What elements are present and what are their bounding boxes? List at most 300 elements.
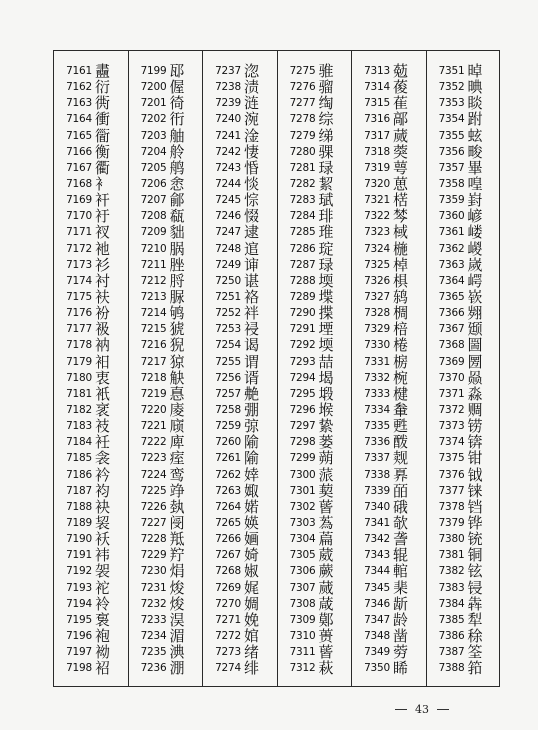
hanzi-character: 堠 bbox=[318, 401, 334, 420]
hanzi-character: 酦 bbox=[393, 433, 409, 452]
character-code: 7381 bbox=[438, 549, 465, 562]
character-code: 7384 bbox=[438, 597, 465, 610]
table-row bbox=[352, 208, 426, 224]
hanzi-character: 舳 bbox=[169, 126, 185, 145]
character-code: 7179 bbox=[66, 355, 92, 368]
character-code: 7350 bbox=[364, 662, 390, 675]
character-code: 7222 bbox=[140, 436, 167, 449]
hanzi-character: 鄃 bbox=[169, 191, 185, 210]
character-code: 7371 bbox=[438, 387, 465, 400]
hanzi-character: 蒴 bbox=[318, 449, 334, 468]
table-row bbox=[427, 289, 500, 305]
character-code: 7347 bbox=[364, 613, 390, 626]
character-code: 7206 bbox=[140, 178, 167, 191]
hanzi-character: 衤 bbox=[95, 175, 111, 194]
hanzi-character: 葴 bbox=[318, 594, 334, 613]
character-code: 7260 bbox=[215, 436, 241, 449]
table-row bbox=[129, 434, 203, 450]
table-row bbox=[427, 305, 500, 321]
hanzi-character: 庼 bbox=[169, 417, 185, 436]
hanzi-character: 楗 bbox=[393, 384, 409, 403]
character-code: 7380 bbox=[438, 533, 465, 546]
table-row bbox=[352, 450, 426, 466]
character-code: 7268 bbox=[215, 565, 241, 578]
table-row bbox=[427, 63, 500, 79]
character-code: 7257 bbox=[215, 387, 241, 400]
character-code: 7345 bbox=[364, 581, 390, 594]
hanzi-character: 涟 bbox=[244, 94, 260, 113]
character-code: 7364 bbox=[438, 274, 465, 287]
hanzi-character: 椇 bbox=[393, 271, 409, 290]
table-column bbox=[351, 51, 426, 686]
table-row bbox=[352, 386, 426, 402]
hanzi-character: 钺 bbox=[467, 465, 483, 484]
hanzi-character: 庱 bbox=[169, 401, 185, 420]
hanzi-character: 椸 bbox=[393, 239, 409, 258]
table-row bbox=[54, 224, 128, 240]
hanzi-character: 萑 bbox=[393, 94, 409, 113]
hanzi-character: 萹 bbox=[318, 530, 334, 549]
table-row bbox=[352, 305, 426, 321]
character-code: 7189 bbox=[66, 517, 92, 529]
table-row bbox=[54, 531, 128, 547]
hanzi-character: 睎 bbox=[393, 659, 409, 678]
table-row bbox=[54, 289, 128, 305]
table-row bbox=[203, 257, 277, 273]
table-row bbox=[427, 499, 500, 515]
character-code: 7316 bbox=[364, 113, 390, 126]
table-row bbox=[352, 596, 426, 612]
table-row bbox=[427, 95, 500, 111]
character-code: 7164 bbox=[66, 113, 92, 126]
character-code: 7365 bbox=[438, 291, 465, 304]
character-code: 7334 bbox=[364, 404, 390, 417]
character-code: 7235 bbox=[140, 646, 167, 659]
character-code: 7171 bbox=[66, 226, 92, 239]
table-row bbox=[278, 660, 352, 676]
hanzi-character: 棐 bbox=[393, 578, 409, 597]
table-row bbox=[427, 144, 500, 160]
character-code: 7356 bbox=[438, 145, 465, 158]
hanzi-character: 蒍 bbox=[318, 514, 334, 532]
hanzi-character: 淟 bbox=[169, 643, 185, 662]
table-row bbox=[352, 418, 426, 434]
table-row bbox=[203, 241, 277, 257]
table-row bbox=[278, 499, 352, 515]
hanzi-character: 婠 bbox=[244, 626, 260, 645]
hanzi-character: 鸼 bbox=[169, 158, 185, 177]
table-row bbox=[352, 547, 426, 563]
hanzi-character: 悽 bbox=[244, 142, 260, 161]
table-row bbox=[427, 337, 500, 353]
table-column bbox=[277, 51, 352, 686]
character-code: 7251 bbox=[215, 291, 241, 304]
character-code: 7297 bbox=[289, 420, 316, 433]
character-code: 7383 bbox=[438, 581, 465, 594]
table-column bbox=[426, 51, 501, 686]
character-code: 7176 bbox=[66, 307, 92, 320]
table-row bbox=[129, 321, 203, 337]
character-code: 7387 bbox=[438, 646, 465, 659]
hanzi-character: 绯 bbox=[244, 659, 260, 678]
table-row bbox=[427, 612, 500, 628]
character-code: 7341 bbox=[364, 517, 390, 529]
character-code: 7323 bbox=[364, 226, 390, 239]
hanzi-character: 焌 bbox=[169, 578, 185, 597]
character-code: 7265 bbox=[215, 517, 241, 529]
table-column bbox=[53, 51, 128, 686]
hanzi-character: 铧 bbox=[467, 514, 483, 532]
character-code: 7219 bbox=[140, 387, 167, 400]
table-row bbox=[54, 63, 128, 79]
character-code: 7220 bbox=[140, 404, 167, 417]
character-code: 7338 bbox=[364, 468, 390, 481]
character-code: 7288 bbox=[289, 274, 316, 287]
table-row bbox=[278, 547, 352, 563]
hanzi-character: 谉 bbox=[244, 255, 260, 274]
table-row bbox=[427, 354, 500, 370]
hanzi-character: 舲 bbox=[169, 142, 185, 161]
table-row bbox=[129, 241, 203, 257]
table-row bbox=[427, 224, 500, 240]
character-code: 7193 bbox=[66, 581, 92, 594]
hanzi-character: 畯 bbox=[467, 142, 483, 161]
table-row bbox=[54, 612, 128, 628]
character-code: 7304 bbox=[289, 533, 316, 546]
table-row bbox=[427, 644, 500, 660]
table-row bbox=[203, 596, 277, 612]
table-row bbox=[54, 434, 128, 450]
hanzi-character: 衦 bbox=[95, 191, 111, 210]
table-row bbox=[352, 354, 426, 370]
hanzi-character: 铜 bbox=[467, 546, 483, 565]
table-row bbox=[54, 160, 128, 176]
table-row bbox=[278, 628, 352, 644]
character-code: 7209 bbox=[140, 226, 167, 239]
table-row bbox=[427, 563, 500, 579]
table-row bbox=[427, 515, 500, 531]
character-code: 7205 bbox=[140, 161, 167, 174]
table-row bbox=[203, 208, 277, 224]
table-row bbox=[352, 224, 426, 240]
character-code: 7307 bbox=[289, 581, 316, 594]
table-row bbox=[278, 257, 352, 273]
hanzi-character: 袑 bbox=[95, 659, 111, 678]
table-row bbox=[278, 402, 352, 418]
character-code: 7264 bbox=[215, 500, 241, 513]
character-code: 7320 bbox=[364, 178, 390, 191]
folio-left-dash bbox=[395, 709, 407, 710]
hanzi-character: 弶 bbox=[244, 417, 260, 436]
character-code: 7200 bbox=[140, 81, 167, 94]
hanzi-character: 崿 bbox=[467, 271, 483, 290]
character-code: 7300 bbox=[289, 468, 316, 481]
table-row bbox=[427, 128, 500, 144]
character-code: 7181 bbox=[66, 387, 92, 400]
character-code: 7369 bbox=[438, 355, 465, 368]
table-row bbox=[54, 402, 128, 418]
table-row bbox=[427, 580, 500, 596]
character-code: 7210 bbox=[140, 242, 167, 255]
table-row bbox=[352, 483, 426, 499]
character-code: 7172 bbox=[66, 242, 92, 255]
folio-right-dash bbox=[437, 709, 449, 710]
hanzi-character: 袢 bbox=[244, 304, 260, 323]
hanzi-character: 猊 bbox=[169, 336, 185, 355]
table-row bbox=[54, 580, 128, 596]
table-row bbox=[203, 79, 277, 95]
table-row bbox=[203, 644, 277, 660]
hanzi-character: 衱 bbox=[95, 320, 111, 339]
table-row bbox=[203, 95, 277, 111]
table-row bbox=[54, 208, 128, 224]
character-code: 7252 bbox=[215, 307, 241, 320]
page-number: 43 bbox=[415, 703, 429, 716]
character-code: 7191 bbox=[66, 549, 92, 562]
hanzi-character: 棫 bbox=[393, 223, 409, 242]
hanzi-character: 徛 bbox=[169, 94, 185, 113]
character-code: 7315 bbox=[364, 97, 390, 110]
table-row bbox=[203, 515, 277, 531]
table-row bbox=[352, 257, 426, 273]
hanzi-character: 袎 bbox=[95, 643, 111, 662]
table-row bbox=[203, 111, 277, 127]
character-code: 7263 bbox=[215, 484, 241, 497]
table-row bbox=[278, 418, 352, 434]
hanzi-character: 隃 bbox=[244, 449, 260, 468]
hanzi-character: 晫 bbox=[467, 62, 483, 81]
character-code: 7296 bbox=[289, 404, 316, 417]
table-row bbox=[278, 386, 352, 402]
table-row bbox=[427, 257, 500, 273]
table-row bbox=[278, 79, 352, 95]
character-code: 7352 bbox=[438, 81, 465, 94]
character-code: 7319 bbox=[364, 161, 390, 174]
hanzi-character: 琭 bbox=[318, 255, 334, 274]
hanzi-character: 羜 bbox=[169, 546, 185, 565]
hanzi-character: 绨 bbox=[318, 126, 334, 145]
hanzi-character: 衭 bbox=[95, 288, 111, 307]
character-code: 7314 bbox=[364, 81, 390, 94]
character-code: 7161 bbox=[66, 65, 92, 78]
character-code: 7167 bbox=[66, 161, 92, 174]
hanzi-character: 觌 bbox=[393, 449, 409, 468]
hanzi-character: 婼 bbox=[244, 497, 260, 516]
character-code: 7321 bbox=[364, 194, 390, 207]
hanzi-character: 袀 bbox=[95, 481, 111, 500]
character-code: 7363 bbox=[438, 258, 465, 271]
character-code: 7326 bbox=[364, 274, 390, 287]
character-code: 7331 bbox=[364, 355, 390, 368]
table-row bbox=[278, 224, 352, 240]
hanzi-character: 晪 bbox=[467, 78, 483, 97]
hanzi-character: 嵕 bbox=[467, 239, 483, 258]
character-code: 7340 bbox=[364, 500, 390, 513]
character-code: 7214 bbox=[140, 307, 167, 320]
character-code: 7370 bbox=[438, 371, 465, 384]
table-row bbox=[203, 628, 277, 644]
character-code: 7306 bbox=[289, 565, 316, 578]
table-column bbox=[128, 51, 203, 686]
character-code: 7278 bbox=[289, 113, 316, 126]
hanzi-character: 蒇 bbox=[393, 126, 409, 145]
character-code: 7310 bbox=[289, 629, 316, 642]
character-code: 7196 bbox=[66, 629, 92, 642]
hanzi-character: 袉 bbox=[95, 578, 111, 597]
character-code: 7279 bbox=[289, 129, 316, 142]
character-code: 7194 bbox=[66, 597, 92, 610]
hanzi-character: 琔 bbox=[318, 239, 334, 258]
table-row bbox=[203, 563, 277, 579]
table-row bbox=[129, 580, 203, 596]
character-code: 7247 bbox=[215, 226, 241, 239]
hanzi-character: 絷 bbox=[318, 417, 334, 436]
table-row bbox=[54, 321, 128, 337]
character-code: 7287 bbox=[289, 258, 316, 271]
hanzi-character: 琭 bbox=[318, 158, 334, 177]
table-row bbox=[203, 531, 277, 547]
table-row bbox=[54, 354, 128, 370]
hanzi-character: 楛 bbox=[393, 191, 409, 210]
character-code: 7254 bbox=[215, 339, 241, 352]
hanzi-character: 詟 bbox=[393, 530, 409, 549]
table-row bbox=[203, 305, 277, 321]
table-row bbox=[278, 192, 352, 208]
hanzi-character: 揲 bbox=[318, 304, 334, 323]
table-row bbox=[352, 402, 426, 418]
table-row bbox=[427, 402, 500, 418]
hanzi-character: 跗 bbox=[467, 110, 483, 129]
character-code: 7244 bbox=[215, 178, 241, 191]
table-row bbox=[427, 241, 500, 257]
hanzi-character: 庳 bbox=[169, 433, 185, 452]
hanzi-character: 皕 bbox=[393, 481, 409, 500]
character-code: 7204 bbox=[140, 145, 167, 158]
table-row bbox=[54, 596, 128, 612]
table-row bbox=[278, 176, 352, 192]
hanzi-character: 絜 bbox=[318, 175, 334, 194]
character-code: 7336 bbox=[364, 436, 390, 449]
table-row bbox=[54, 499, 128, 515]
hanzi-character: 衋 bbox=[95, 62, 111, 81]
table-row bbox=[54, 95, 128, 111]
hanzi-character: 睒 bbox=[467, 94, 483, 113]
hanzi-character: 萼 bbox=[393, 158, 409, 177]
character-code: 7168 bbox=[66, 178, 92, 191]
hanzi-character: 蒈 bbox=[318, 643, 334, 662]
table-row bbox=[129, 354, 203, 370]
table-row bbox=[352, 467, 426, 483]
character-code: 7231 bbox=[140, 581, 167, 594]
character-code: 7215 bbox=[140, 323, 167, 336]
table-row bbox=[352, 660, 426, 676]
hanzi-character: 淏 bbox=[169, 610, 185, 629]
table-row bbox=[278, 111, 352, 127]
table-row bbox=[203, 192, 277, 208]
hanzi-character: 阌 bbox=[169, 514, 185, 532]
character-code: 7372 bbox=[438, 404, 465, 417]
hanzi-character: 葂 bbox=[393, 62, 409, 81]
hanzi-character: 袄 bbox=[95, 530, 111, 549]
hanzi-character: 袆 bbox=[95, 546, 111, 565]
hanzi-character: 喤 bbox=[467, 175, 483, 194]
hanzi-character: 凿 bbox=[393, 626, 409, 645]
table-row bbox=[352, 580, 426, 596]
hanzi-character: 婳 bbox=[244, 530, 260, 549]
table-row bbox=[352, 63, 426, 79]
hanzi-character: 脟 bbox=[169, 271, 185, 290]
table-row bbox=[54, 563, 128, 579]
table-row bbox=[278, 95, 352, 111]
character-code: 7284 bbox=[289, 210, 316, 223]
hanzi-character: 蚿 bbox=[467, 126, 483, 145]
hanzi-character: 淦 bbox=[244, 126, 260, 145]
character-code: 7169 bbox=[66, 194, 92, 207]
hanzi-character: 軬 bbox=[393, 401, 409, 420]
character-code: 7368 bbox=[438, 339, 465, 352]
table-row bbox=[278, 144, 352, 160]
character-code: 7290 bbox=[289, 307, 316, 320]
table-row bbox=[203, 144, 277, 160]
hanzi-character: 衾 bbox=[95, 449, 111, 468]
hanzi-character: 谒 bbox=[244, 336, 260, 355]
table-row bbox=[203, 418, 277, 434]
character-code: 7348 bbox=[364, 629, 390, 642]
character-code: 7202 bbox=[140, 113, 167, 126]
table-row bbox=[203, 289, 277, 305]
hanzi-character: 绪 bbox=[244, 643, 260, 662]
hanzi-character: 衹 bbox=[95, 384, 111, 403]
hanzi-character: 赒 bbox=[467, 401, 483, 420]
character-code: 7213 bbox=[140, 291, 167, 304]
character-code: 7212 bbox=[140, 274, 167, 287]
table-row bbox=[278, 208, 352, 224]
table-row bbox=[352, 111, 426, 127]
table-row bbox=[278, 467, 352, 483]
table-row bbox=[129, 418, 203, 434]
character-code: 7286 bbox=[289, 242, 316, 255]
table-row bbox=[278, 63, 352, 79]
character-code: 7239 bbox=[215, 97, 241, 110]
character-code: 7272 bbox=[215, 629, 241, 642]
hanzi-character: 貀 bbox=[169, 223, 185, 242]
hanzi-character: 综 bbox=[318, 110, 334, 129]
character-code: 7382 bbox=[438, 565, 465, 578]
hanzi-character: 衷 bbox=[95, 368, 111, 387]
hanzi-character: 犇 bbox=[467, 594, 483, 613]
character-code: 7242 bbox=[215, 145, 241, 158]
character-code: 7186 bbox=[66, 468, 92, 481]
hanzi-character: 邷 bbox=[169, 62, 185, 81]
table-row bbox=[203, 160, 277, 176]
hanzi-character: 棽 bbox=[393, 207, 409, 226]
character-code: 7335 bbox=[364, 420, 390, 433]
hanzi-character: 崶 bbox=[467, 191, 483, 210]
hanzi-character: 奡 bbox=[393, 465, 409, 484]
hanzi-character: 硪 bbox=[393, 497, 409, 516]
character-code: 7317 bbox=[364, 129, 390, 142]
hanzi-character: 甦 bbox=[393, 417, 409, 436]
table-row bbox=[352, 128, 426, 144]
hanzi-character: 萩 bbox=[318, 659, 334, 678]
table-row bbox=[203, 354, 277, 370]
table-row bbox=[278, 289, 352, 305]
character-code: 7238 bbox=[215, 81, 241, 94]
table-row bbox=[129, 370, 203, 386]
hanzi-character: 衬 bbox=[95, 271, 111, 290]
hanzi-character: 惙 bbox=[244, 207, 260, 226]
hanzi-character: 颋 bbox=[467, 320, 483, 339]
